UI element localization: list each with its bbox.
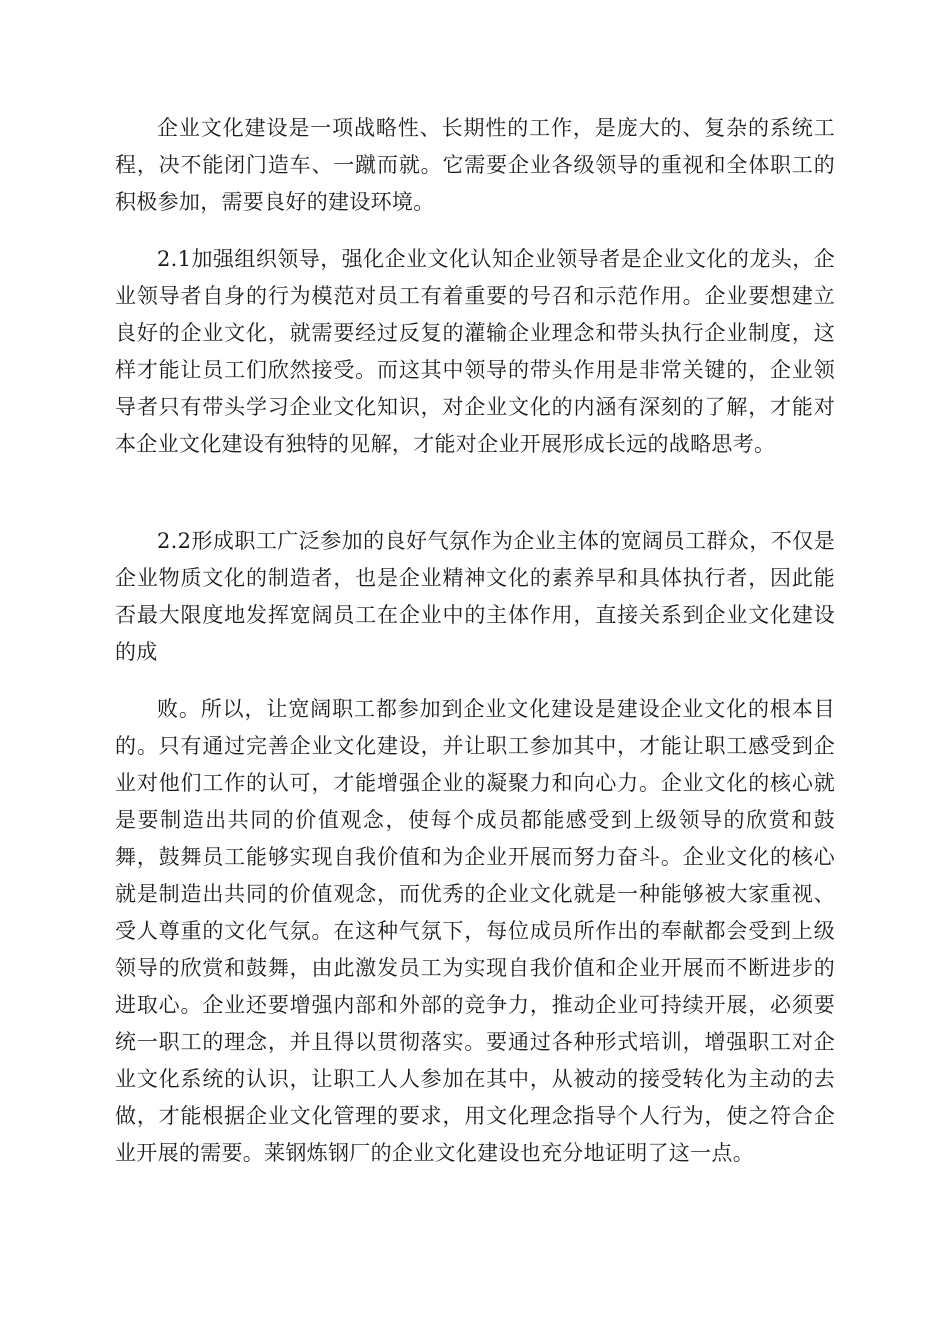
body-text-block: [115, 110, 835, 221]
body-text-block: [115, 523, 835, 671]
paragraph-section-2-1: 2.1加强组织领导，强化企业文化认知企业领导者是企业文化的龙头，企业领导者自身的行为模范对员工有着重要的号召和示范作用。企业要想建立良好的企业文化，就需要经过反复的灌输企业理念和带头执行企业制度，这样才能让员工们欣然接受。而这其中领导的带头作用是非常关键的，企业领导者只有带头学习企业文化知识，对企业文化的内涵有深刻的了解，才能对本企业文化建设有独特的见解，才能对企业开展形成长远的战略思考。: [115, 247, 835, 456]
paragraph-section-2-2-continued: 败。所以，让宽阔职工都参加到企业文化建设是建设企业文化的根本目的。只有通过完善企业文化建设，并让职工参加其中，才能让职工感受到企业对他们工作的认可，才能增强企业的凝聚力和向心力。企业文化的核心就是要制造出共同的价值观念，使每个成员都能感受到上级领导的欣赏和鼓舞，鼓舞员工能够实现自我价值和为企业开展而努力奋斗。企业文化的核心就是制造出共同的价值观念，而优秀的企业文化就是一种能够被大家重视、受人尊重的文化气氛。在这种气氛下，每位成员所作出的奉献都会受到上级领导的欣赏和鼓舞，由此激发员工为实现自我价值和企业开展而不断进步的进取心。企业还要增强内部和外部的竞争力，推动企业可持续开展，必须要统一职工的理念，并且得以贯彻落实。要通过各种形式培训，增强职工对企业文化系统的认识，让职工人人参加在其中，从被动的接受转化为主动的去做，才能根据企业文化管理的要求，用文化理念指导个人行为，使之符合企业开展的需要。莱钢炼钢厂的企业文化建设也充分地证明了这一点。: [115, 697, 835, 1165]
paragraph-intro: 企业文化建设是一项战略性、长期性的工作，是庞大的、复杂的系统工程，决不能闭门造车、一蹴而就。它需要企业各级领导的重视和全体职工的积极参加，需要良好的建设环境。: [115, 116, 835, 214]
body-text-block: [115, 241, 835, 463]
body-text-block: [115, 691, 835, 1172]
paragraph-section-2-2: 2.2形成职工广泛参加的良好气氛作为企业主体的宽阔员工群众，不仅是企业物质文化的制造者，也是企业精神文化的素养早和具体执行者，因此能否最大限度地发挥宽阔员工在企业中的主体作用，直接关系到企业文化建设的成: [115, 529, 835, 664]
